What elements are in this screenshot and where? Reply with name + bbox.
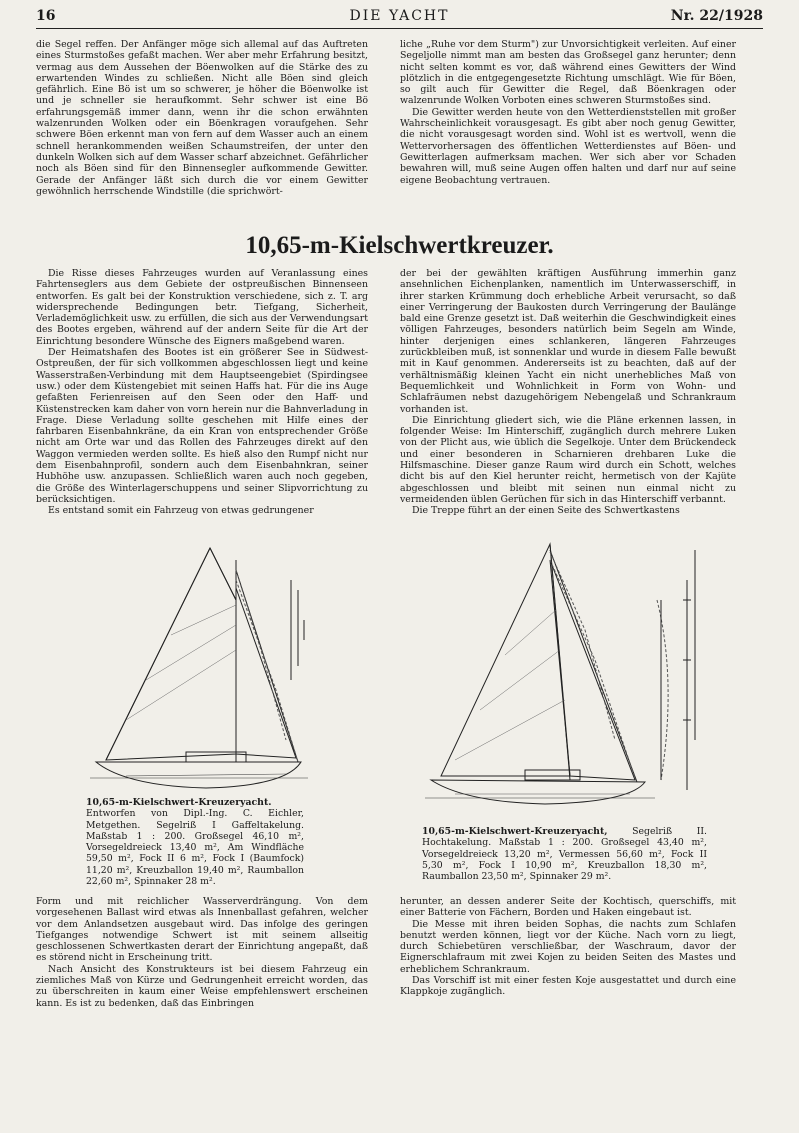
paragraph: Der Heimatshafen des Bootes ist ein größerer See in Südwest-Ostpreußen, der für sich vollkommen abgeschlossen liegt und keine Wasserstraßen-Verbindung mit dem Hauptseengebiet (Spirdingsee usw.) oder dem Küstengebiet mit seinen Haffs hat. Für die ins Auge gefaßten Ferienreisen auf den Seen oder den Haff- und Küstenstrecken kam daher von vorn herein nur die Bahnverladung in Frage. Diese Verladung sollte geschehen mit Hilfe eines der fahrbaren Eisenbahnkräne, da ein Kran von entsprechender Größe nicht am Orte war und das Rollen des Fahrzeuges direkt auf den Waggon vermieden werden sollte. Es hieß also den Rumpf nicht nur dem Eisenbahnprofil, sondern auch dem Eisenbahnkran, seiner Hubhöhe usw. anzupassen. Schließlich waren auch noch gegeben, die Größe des Winterlagerschuppens und seiner Slipvorrichtung zu berücksichtigen. <box>36 347 368 505</box>
paragraph: Nach Ansicht des Konstrukteurs ist bei diesem Fahrzeug ein ziemliches Maß von Kürze und Gedrungenheit erreicht worden, das zu überschreiten in kaum einer Weise empfehlenswert erscheinen kann. Es ist zu bedenken, daß das Einbringen <box>36 963 368 1009</box>
caption-title: 10,65-m-Kielschwert-Kreuzeryacht. <box>86 797 272 808</box>
column-mid-right <box>400 268 736 517</box>
paragraph: Die Messe mit ihren beiden Sophas, die nachts zum Schlafen benutzt werden können, liegt vor der Küche. Nach vorn zu liegt, durch Schiebetüren verschließbar, der Waschraum, davor der Eignerschlafraum mit zwei Kojen zu beiden Seiten des Mastes und erheblichem Schrankraum. <box>400 918 736 975</box>
caption-title: 10,65-m-Kielschwert-Kreuzeryacht, <box>422 826 608 837</box>
paragraph: Die Gewitter werden heute von den Wetterdienststellen mit großer Wahrscheinlichkeit vorausgesagt. Es gibt aber noch genug Gewitter, die nicht vorausgesagt worden sind. Wohl ist es wertvoll, wenn die Wettervorhersagen des öffentlichen Wetterdienstes auf Böen- und Gewitterlagen aufmerksam machen. Wer sich aber vor Schaden bewahren will, muß seine Augen offen halten und darf nur auf seine eigene Beobachtung vertrauen. <box>400 106 736 186</box>
paragraph: Form und mit reichlicher Wasserverdrängung. Von dem vorgesehenen Ballast wird etwas als Innenballast gefahren, welcher vor dem Anlandsetzen ausgebaut wird. Das infolge des geringen Tiefganges notwendige Schwert ist mit seinem allseitig geschlossenen Schwertkasten derart der Einrichtung angepaßt, daß es störend nicht in Erscheinung tritt. <box>36 896 368 964</box>
column-mid-left <box>36 268 368 517</box>
paragraph: der bei der gewählten kräftigen Ausführung immerhin ganz ansehnlichen Eichenplanken, namentlich im Unterwasserschiff, in ihrer starken Krümmung doch erhebliche Arbeit verursacht, so daß einer Verringerung der Baukosten durch Verringerung der Baulänge bald eine Grenze gesetzt ist. Daß weiterhin die Geschwindigkeit eines völligen Fahrzeuges, besonders natürlich beim Segeln am Winde, hinter derjenigen eines schlankeren, längeren Fahrzeuges zurückbleiben muß, ist sonnenklar und wurde in diesem Falle bewußt mit in Kauf genommen. Andererseits ist zu beachten, daß auf der verhältnismäßig kleinen Yacht ein nicht unerhebliches Maß von Bequemlichkeit und Wohnlichkeit in Form von Wohn- und Schlafräumen nebst dazugehörigem Nebengelaß und Schrankraum vorhanden ist. <box>400 268 736 415</box>
column-bottom-left <box>36 896 368 1009</box>
sail-plan-high-rig-drawing <box>425 540 715 812</box>
issue-number: Nr. 22/1928 <box>670 8 763 24</box>
caption-high-rig <box>422 826 707 882</box>
article-title: 10,65-m-Kielschwertkreuzer. <box>245 232 554 259</box>
paragraph: liche „Ruhe vor dem Sturm") zur Unvorsichtigkeit verleiten. Auf einer Segeljolle nimmt man am besten das Großsegel ganz herunter; denn nicht selten kommt es vor, daß während eines Gewitters der Wind plötzlich in die entgegengesetzte Richtung umschlägt. Wie für Böen, so gilt auch für Gewitter die Regel, daß Böenkragen oder walzenrunde Wolken Vorboten eines schweren Sturmstoßes sind. <box>400 39 736 107</box>
paragraph: Die Risse dieses Fahrzeuges wurden auf Veranlassung eines Fahrtenseglers aus dem Gebiete der ostpreußischen Binnenseen entworfen. Es galt bei der Konstruktion verschiedene, sich z. T. arg widersprechende Bedingungen betr. Tiefgang, Sicherheit, Verlademöglichkeit usw. zu erfüllen, die sich aus der Verwendungsart des Bootes ergeben, während auf der andern Seite für die Art der Einrichtung besondere Wünsche des Eigners maßgebend waren. <box>36 268 368 347</box>
caption-text: Entworfen von Dipl.-Ing. C. Eichler, Metgethen. Segelriß I Gaffeltakelung. Maßstab 1 : 200. Großsegel 46,10 m², Vorsegeldreieck 13,40 m², Am Windfläche 59,50 m², Fock II 6 m², Fock I (Baumfock) 11,20 m², Kreuzballon 19,40 m², Raumballon 22,60 m², Spinnaker 28 m². <box>86 808 304 888</box>
header-rule <box>36 28 763 29</box>
paragraph: Es entstand somit ein Fahrzeug von etwas gedrungener <box>48 505 314 517</box>
paragraph: Die Einrichtung gliedert sich, wie die Pläne erkennen lassen, in folgender Weise: Im Hinterschiff, zugänglich durch mehrere Luken von der Plicht aus, wie üblich die Segelkoje. Unter dem Brückendeck und einer besonderen in Scharnieren drehbaren Luke die Hilfsmaschine. Dieser ganze Raum wird durch ein Schott, welches dicht bis auf den Kiel herunter reicht, hermetisch von der Kajüte abgeschlossen und bleibt mit seinen nun einmal nicht zu vermeidenden üblen Gerüchen für sich in das Hinterschiff verbannt. <box>400 414 736 505</box>
column-top-left <box>36 39 368 197</box>
caption-gaff-rig <box>86 797 304 887</box>
paragraph: herunter, an dessen anderer Seite der Kochtisch, querschiffs, mit einer Batterie von Fächern, Borden und Haken eingebaut ist. <box>400 896 736 919</box>
paragraph: die Segel reffen. Der Anfänger möge sich allemal auf das Auftreten eines Sturmstoßes gefaßt machen. Wer aber mehr Erfahrung besitzt, vermag aus dem Aussehen der Böenwolken auf die Stärke des zu erwartenden Windes zu schließen. Nicht alle Böen sind gleich gefährlich. Eine Bö ist um so schwerer, je höher die Böenwolke ist und je schneller sie heraufkommt. Sehr schwer ist eine Bö erfahrungsgemäß immer dann, wenn ihr die schon erwähnten walzenrunden Wolken oder ein Böenkragen voraufgehen. Sehr schwere Böen erkennt man von fern auf dem Wasser auch an einem schnell herankommenden weißen Schaumstreifen, der unter den dunkeln Wolken sich auf dem Wasser scharf abzeichnet. Gefährlicher noch als Böen sind für den Binnensegler aufkommende Gewitter. Gerade der Anfänger läßt sich durch die vor einem Gewitter gewöhnlich herrschende Windstille (die sprichwört- <box>36 39 368 197</box>
paragraph: Das Vorschiff ist mit einer festen Koje ausgestattet und durch eine Klappkoje zugänglich. <box>400 975 736 998</box>
page-number: 16 <box>36 8 56 24</box>
paragraph: Die Treppe führt an der einen Seite des Schwertkastens <box>412 505 680 517</box>
column-top-right <box>400 39 736 186</box>
caption-text: Segelriß II. Hochtakelung. Maßstab 1 : 200. Großsegel 43,40 m², Vorsegeldreieck 13,20 m², Vermessen 56,60 m², Fock II 5,30 m², Fock I 10,90 m², Kreuzballon 18,30 m², Raumballon 23,50 m², Spinnaker 29 m². <box>422 826 707 883</box>
magazine-title: DIE YACHT <box>349 8 450 24</box>
sail-plan-gaff-drawing <box>86 540 316 792</box>
column-bottom-right <box>400 896 736 998</box>
page-header <box>36 6 763 28</box>
